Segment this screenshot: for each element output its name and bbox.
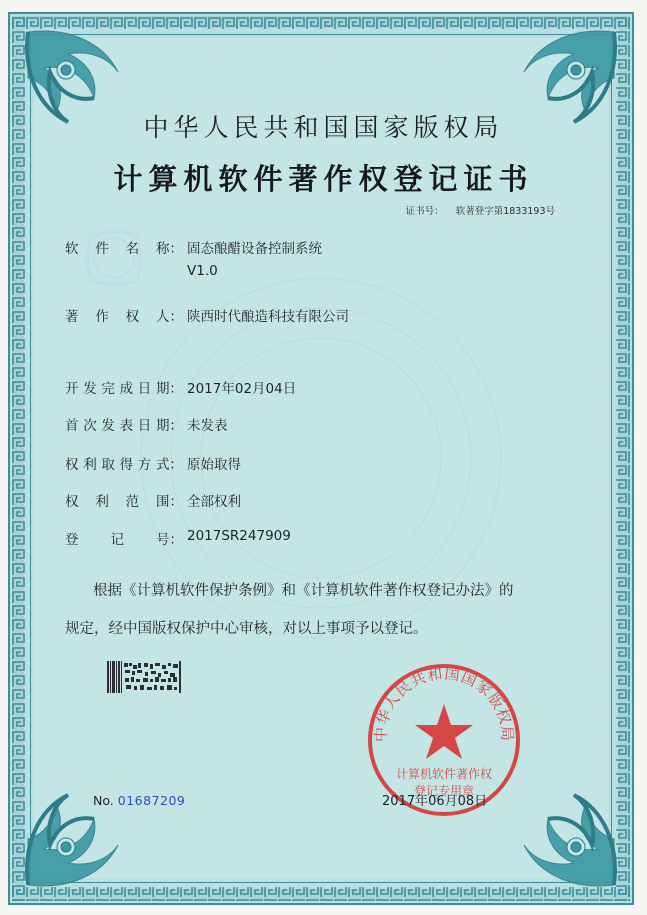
field-value-text: 陕西时代酿造科技有限公司 <box>187 309 349 325</box>
field-label-char: 完 <box>101 381 115 397</box>
field-label-char: 号： <box>156 532 183 548</box>
field-label-char: 登 <box>65 532 79 548</box>
field-label-char: 软 <box>65 241 79 257</box>
field-label-char: 发 <box>101 418 115 434</box>
field-label-char: 方 <box>137 457 152 473</box>
field-value-text: 未发表 <box>187 418 228 434</box>
field-value-version: V1.0 <box>187 263 218 279</box>
field-value <box>187 453 241 473</box>
field-label-char: 件 <box>95 241 109 257</box>
field-label-char: 成 <box>119 381 134 397</box>
field-label-char: 利 <box>83 457 97 473</box>
field-label-char: 人： <box>155 309 183 325</box>
certificate-number-value: 软著登字第1833193号 <box>455 206 555 217</box>
field-value <box>187 305 349 325</box>
barcode <box>107 661 183 693</box>
field-label-char: 围： <box>155 494 183 510</box>
field-label-char: 日 <box>137 381 152 397</box>
seal-star-icon <box>415 704 473 759</box>
field-value <box>187 414 228 434</box>
serial-number-label: No. <box>93 793 114 808</box>
field-label <box>65 414 183 434</box>
field-label-char: 式： <box>155 457 183 473</box>
field-label-char: 期： <box>155 381 183 397</box>
field-label <box>65 528 183 548</box>
certificate-title: 计算机软件著作权登记证书 <box>113 162 534 196</box>
field-label-char: 得 <box>119 457 134 473</box>
seal-ring-text: 中华人民共和国国家版权局 <box>371 664 517 743</box>
field-label <box>65 237 183 257</box>
body-text-line-2: 规定，经中国版权保护中心审核，对以上事项予以登记。 <box>65 621 428 637</box>
field-label-char: 期： <box>155 418 183 434</box>
field-label-char: 表 <box>119 418 134 434</box>
field-value <box>187 490 241 510</box>
field-label <box>65 377 183 397</box>
field-label-char: 次 <box>83 418 97 434</box>
field-label-char: 作 <box>95 309 109 325</box>
certificate-number-label: 证书号： <box>405 206 444 217</box>
field-label-char: 权 <box>125 309 140 325</box>
field-label-char: 首 <box>65 418 79 434</box>
field-value-text: 2017年02月04日 <box>187 381 297 397</box>
field-label-char: 记 <box>110 532 124 548</box>
field-label-char: 开 <box>65 381 79 397</box>
field-label-char: 取 <box>101 457 115 473</box>
body-text-line-1: 根据《计算机软件保护条例》和《计算机软件著作权登记办法》的 <box>93 583 514 599</box>
field-label-char: 著 <box>65 309 79 325</box>
certificate-number <box>406 203 555 217</box>
serial-number <box>93 793 185 808</box>
field-label-char: 称： <box>155 241 183 257</box>
field-value-text: 原始取得 <box>187 457 241 473</box>
field-label-char: 权 <box>65 457 79 473</box>
serial-number-value: 01687209 <box>117 793 186 808</box>
field-value <box>187 528 291 544</box>
field-label-char: 名 <box>125 241 140 257</box>
field-value-text: 全部权利 <box>187 494 241 510</box>
issue-date: 2017年06月08日 <box>382 794 488 809</box>
field-label-char: 利 <box>95 494 109 510</box>
issuing-authority: 中华人民共和国国家版权局 <box>143 113 504 142</box>
field-label <box>65 453 183 473</box>
field-label-char: 权 <box>65 494 79 510</box>
seal-inner-line-1: 计算机软件著作权 <box>395 767 493 781</box>
field-label-char: 发 <box>83 381 97 397</box>
seal-inner-line-2: 登记专用章 <box>413 784 475 798</box>
field-label-char: 日 <box>137 418 152 434</box>
field-label-char: 范 <box>125 494 140 510</box>
field-value <box>187 237 322 279</box>
field-label <box>65 490 183 510</box>
field-label <box>65 305 183 325</box>
field-value-text: 固态酿醋设备控制系统 <box>187 241 322 257</box>
field-value <box>187 377 296 397</box>
field-value-text: 2017SR247909 <box>187 528 291 544</box>
